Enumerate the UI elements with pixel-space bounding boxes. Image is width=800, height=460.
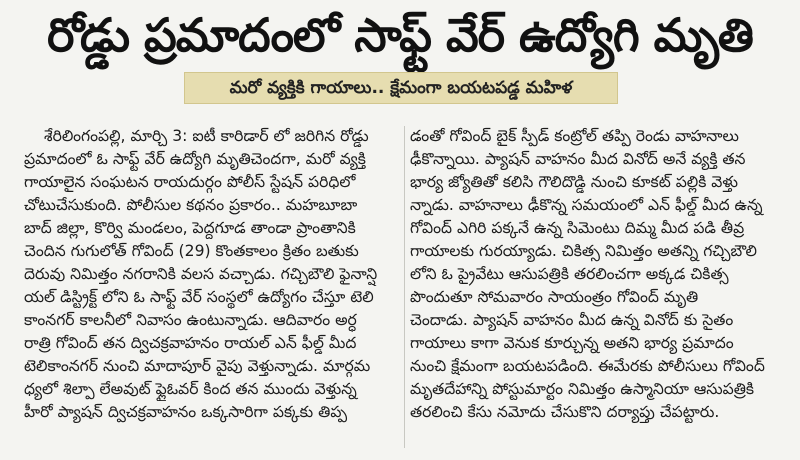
article-line: భార్య జ్యోతితో కలిసి గౌలిదొడ్డి నుంచి కూకట్‌ పల్లికి వెళ్తు (410, 173, 738, 191)
article-line: ఢీకొన్నాయి. ప్యాషన్‌ వాహనం మీద వినోద్‌ అనే వ్యక్తి తన (410, 150, 746, 168)
article-line: రాత్రి గోవింద్‌ తన ద్విచక్రవాహనం రాయల్‌ ఎన్‌ ఫీల్డ్‌ మీద (24, 334, 357, 352)
article-line: కాంనగర్‌ కాలనీలో నివాసం ఉంటున్నాడు. ఆదివారం అర్ధ (24, 311, 357, 329)
article-line: ధ్యలో శిల్పా లేఅవుట్‌ ఫ్లైఓవర్‌ కింద తన ముందు వెళ్తున్న (24, 380, 357, 398)
article-line: ప్రమాదంలో ఓ సాఫ్ట్‌ వేర్‌ ఉద్యోగి మృతిచెందగా, మరో వ్యక్తి (24, 150, 366, 168)
article-line: పొందుతూ సోమవారం సాయంత్రం గోవింద్‌ మృతి (410, 288, 699, 306)
article-line: లోని ఓ ప్రైవేటు ఆసుపత్రికి తరలించగా అక్కడ చికిత్స (410, 265, 729, 283)
article-line: దెరువు నిమిత్తం నగరానికి వలస వచ్చాడు. గచ్చిబౌలి ఫైనాన్షి (24, 265, 378, 283)
article-line: నుంచి క్షేమంగా బయటపడింది. ఈమేరకు పోలీసులు గోవింద్‌ (410, 357, 765, 375)
article-line: గాయాలైన సంఘటన రాయదుర్గం పోలీస్‌ స్టేషన్‌ పరిధిలో (24, 173, 356, 191)
article-line: చెందిన గుగులోత్‌ గోవింద్‌ (29) కొంతకాలం క్రితం బతుకు (24, 242, 359, 260)
article-line: బాద్‌ జిల్లా, కొర్వి మండలం, పెద్దగూడ తాండా ప్రాంతానికి (24, 219, 356, 237)
article-line: హీరో ప్యాషన్‌ ద్విచక్రవాహనం ఒక్కసారిగా పక్కకు తిప్ప (24, 403, 348, 421)
article-line: గాయాలు కాగా వెనుక కూర్చున్న అతని భార్య ప్రమాదం (410, 334, 734, 352)
article-line: చోటుచేసుకుంది. పోలీసుల కథనం ప్రకారం.. మహబూబా (24, 196, 358, 214)
article-column-right (410, 125, 780, 424)
subheadline-banner (184, 72, 618, 104)
article-line: డంతో గోవింద్‌ బైక్‌ స్పీడ్‌ కంట్రోల్‌ తప్పి రెండు వాహనాలు (410, 127, 739, 145)
article-line: గోవింద్‌ ఎగిరి పక్కనే ఉన్న సిమెంటు దిమ్మ మీద పడి తీవ్ర (410, 219, 745, 237)
article-line: మృతదేహాన్ని పోస్టుమార్టం నిమిత్తం ఉస్మానియా ఆసుపత్రికి (410, 380, 755, 398)
subheadline: మరో వ్యక్తికి గాయాలు.. క్షేమంగా బయటపడ్డ మహిళ (229, 78, 573, 98)
column-divider (404, 126, 405, 448)
article-line: యల్‌ డిస్ట్రిక్ట్‌ లోని ఓ సాఫ్ట్‌ వేర్‌ సంస్థలో ఉద్యోగం చేస్తూ టెలి (24, 288, 374, 306)
article-column-left (24, 125, 400, 424)
article-line: శేరిలింగంపల్లి, మార్చి 3: ఐటీ కారిడార్‌ లో జరిగిన రోడ్డు (44, 127, 369, 145)
headline: రోడ్డు ప్రమాదంలో సాఫ్ట్‌ వేర్‌ ఉద్యోగి మృతి (47, 8, 753, 62)
article-line: గాయాలకు గురయ్యాడు. చికిత్స నిమిత్తం అతన్ని గచ్చిబౌలి (410, 242, 757, 260)
article-line: టెలికాంనగర్‌ నుంచి మాదాపూర్‌ వైపు వెళ్తున్నాడు. మార్గమ (24, 357, 371, 375)
article-line: తరలించి కేసు నమోదు చేసుకొని దర్యాప్తు చేపట్టారు. (410, 403, 720, 421)
article-line: చెందాడు. ప్యాషన్‌ వాహనం మీద ఉన్న వినోద్‌ కు సైతం (410, 311, 734, 329)
article-line: న్నాడు. వాహనాలు ఢీకొన్న సమయంలో ఎన్‌ ఫీల్డ్‌ మీద ఉన్న (410, 196, 763, 214)
